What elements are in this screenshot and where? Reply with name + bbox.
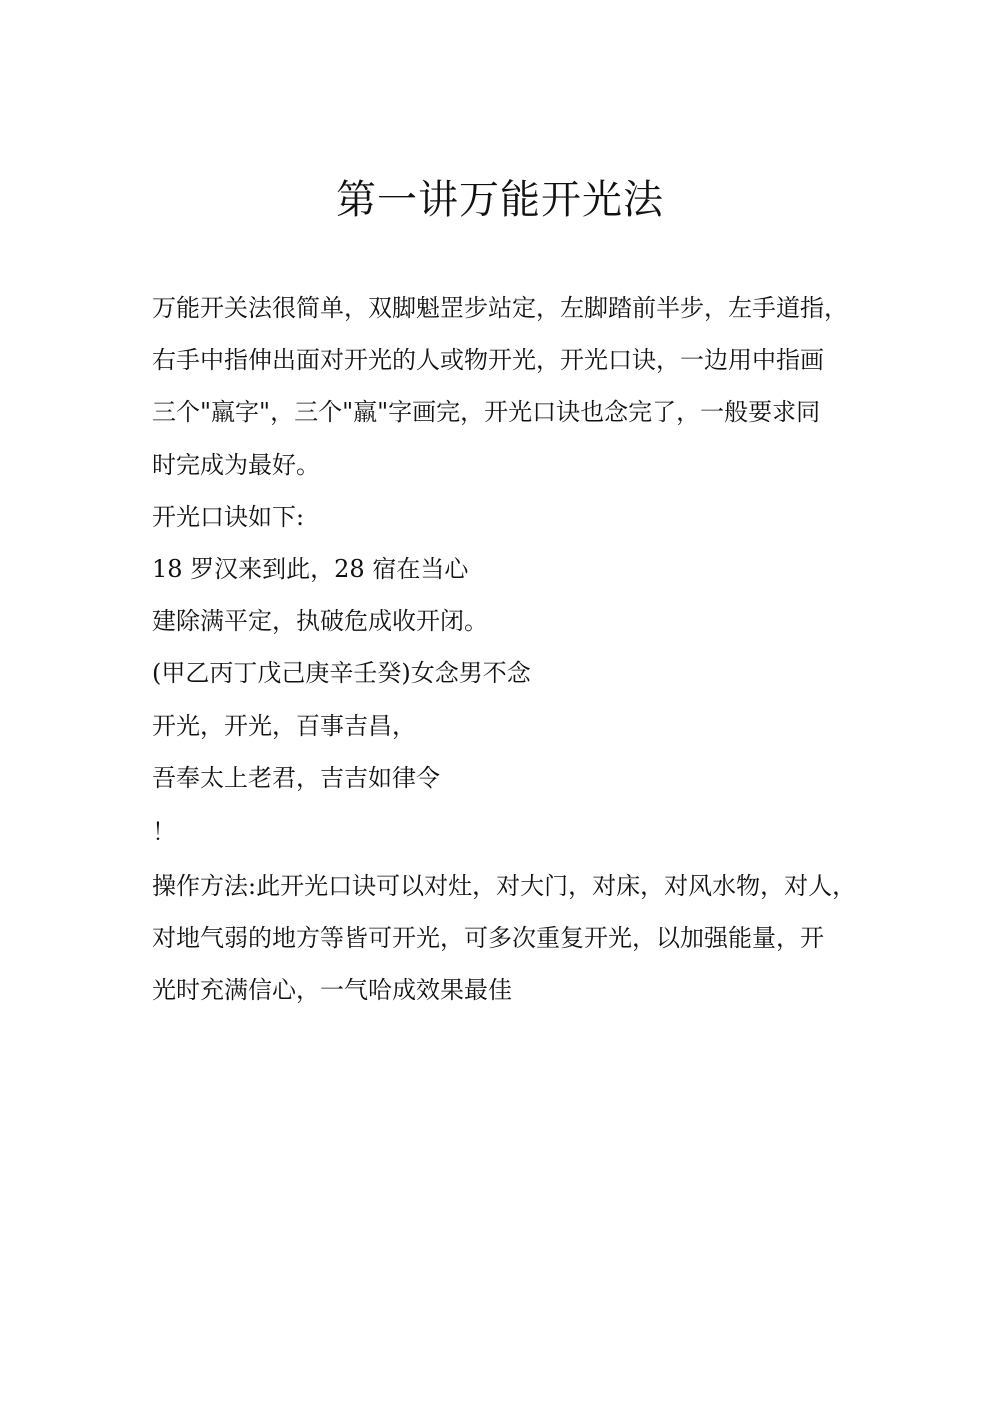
text-line: (甲乙丙丁戊己庚辛壬癸)女念男不念 [152, 659, 531, 688]
text-line: 右手中指伸出面对开光的人或物开光，开光口诀，一边用中指画 [152, 346, 824, 375]
text-line: 18 罗汉来到此，28 宿在当心 [152, 554, 469, 583]
text-line: 三个"羸字"，三个"羸"字画完，开光口诀也念完了，一般要求同 [152, 398, 821, 427]
text-line: 对地气弱的地方等皆可开光，可多次重复开光，以加强能量，开 [152, 924, 824, 953]
text-line: 操作方法:此开光口诀可以对灶，对大门，对床，对风水物，对人， [152, 872, 857, 901]
text-line: 建除满平定，执破危成收开闭。 [152, 607, 488, 636]
document-body [152, 282, 857, 1017]
text-line: 开光，开光，百事吉昌， [152, 711, 416, 740]
text-line: ！ [152, 817, 176, 846]
document-title: 第一讲万能开光法 [336, 177, 664, 223]
text-line: 光时充满信心，一气哈成效果最佳 [152, 976, 512, 1005]
text-line: 吾奉太上老君，吉吉如律令 [152, 763, 440, 792]
text-line: 时完成为最好。 [152, 450, 320, 479]
text-line: 开光口诀如下: [152, 502, 305, 531]
text-line: 万能开关法很简单，双脚魁罡步站定，左脚踏前半步，左手道指， [152, 294, 848, 322]
